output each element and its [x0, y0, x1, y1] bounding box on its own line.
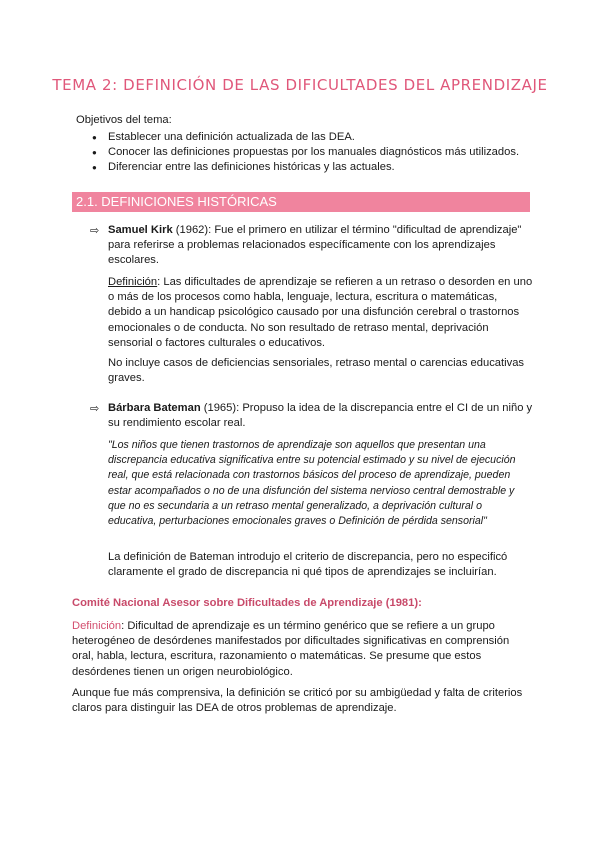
bateman-name: Bárbara Bateman	[108, 402, 201, 414]
arrow-bullet-icon: ⇨	[90, 225, 100, 237]
bateman-quote: "Los niños que tienen trastornos de aprendizaje son aquellos que presentan una discrepancia educativa significativa entre su potencial estimado y su nivel de ejecución real, que está relacionada con trastornos básicos del proceso de aprendizaje, pueden estar acompañados o no de una disfunción del sistema nervioso central demostrable y que no es secundaria a un retraso mental generalizado, a deprivación cultural o educativa, perturbaciones emocionales graves o Definición de pérdida sensorial"	[108, 439, 516, 528]
arrow-bullet-icon: ⇨	[90, 403, 100, 415]
bateman-note: La definición de Bateman introdujo el criterio de discrepancia, pero no especificó claramente el grado de discrepancia ni qué tipos de aprendizajes se incluirían.	[108, 551, 508, 579]
page-title: TEMA 2: DEFINICIÓN DE LAS DIFICULTADES DEL APRENDIZAJE	[52, 76, 548, 94]
kirk-definition	[108, 275, 533, 351]
kirk-note: No incluye casos de deficiencias sensoriales, retraso mental o carencias educativas graves.	[108, 357, 525, 385]
kirk-text: (1962): Fue el primero en utilizar el término "dificultad de aprendizaje" para referirse a problemas relacionados específicamente con los aprendizajes escolares.	[108, 224, 522, 267]
committee-heading: Comité Nacional Asesor sobre Dificultades de Aprendizaje (1981):	[72, 597, 422, 609]
list-item: ● Diferenciar entre las definiciones históricas y las actuales.	[92, 160, 519, 175]
list-item: ● Conocer las definiciones propuestas por los manuales diagnósticos más utilizados.	[92, 145, 519, 160]
list-item: ● Establecer una definición actualizada de las DEA.	[92, 130, 519, 145]
kirk-paragraph	[108, 223, 533, 269]
committee-definition	[72, 619, 532, 680]
committee-definition-text: : Dificultad de aprendizaje es un término genérico que se refiere a un grupo heterogéneo de desórdenes manifestados por dificultades significativas en comprensión oral, habla, lectura, escritura, razonamiento o matemáticas. Se presume que estos desórdenes tienen un origen neurobiológico.	[72, 620, 510, 678]
kirk-definition-text: : Las dificultades de aprendizaje se refieren a un retraso o desorden en uno o más de los procesos como habla, lenguaje, lectura, escritura o matemáticas, debido a un handicap psicológico causado por una disfunción cerebral o trastornos emocionales o de conducta. No son resultado de retraso mental, deprivación sensorial o factores culturales o educativos.	[108, 276, 533, 349]
kirk-definition-label: Definición	[108, 276, 158, 288]
kirk-name: Samuel Kirk	[108, 224, 173, 236]
committee-note: Aunque fue más comprensiva, la definición se criticó por su ambigüedad y falta de criterios claros para distinguir las DEA de otros problemas de aprendizaje.	[72, 687, 523, 715]
section-heading: 2.1. DEFINICIONES HISTÓRICAS	[72, 192, 530, 212]
committee-definition-label: Definición	[72, 620, 122, 632]
objectives-label: Objetivos del tema:	[76, 114, 172, 126]
bateman-text: (1965): Propuso la idea de la discrepancia entre el CI de un niño y su rendimiento escolar real.	[108, 402, 533, 430]
bateman-paragraph	[108, 401, 533, 431]
objectives-list	[92, 130, 519, 175]
